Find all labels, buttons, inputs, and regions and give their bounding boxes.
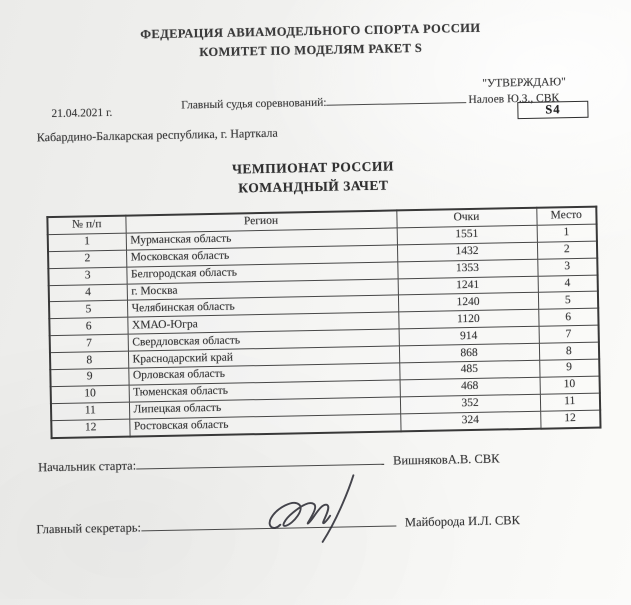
location-label: Кабардино-Балкарская республика, г. Нарткала [36, 125, 278, 145]
results-table-body [48, 224, 601, 438]
row-number: 2 [48, 250, 126, 268]
row-region: Челябинская область [127, 295, 398, 317]
row-number: 8 [50, 351, 128, 369]
start-chief-signature-line [136, 452, 384, 470]
chief-judge-name: Налоев Ю.З., СВК [468, 92, 560, 107]
secretary-label: Главный секретарь: [36, 520, 142, 537]
row-region: Белгородская область [126, 262, 397, 284]
class-code: S4 [545, 102, 561, 117]
row-number: 5 [49, 301, 127, 319]
results-table [46, 206, 601, 439]
row-number: 1 [48, 233, 126, 251]
secretary-name: Майборода И.Л. СВК [404, 513, 521, 530]
row-region: Мурманская область [126, 228, 397, 250]
row-number: 3 [48, 267, 126, 285]
row-number: 4 [49, 284, 127, 302]
start-chief-name: ВишняковА.В. СВК [392, 451, 500, 468]
chief-judge-label: Главный судья соревнований: [181, 96, 327, 112]
row-points: 352 [400, 394, 540, 414]
row-region: Краснодарский край [128, 346, 399, 368]
row-place: 6 [538, 308, 598, 326]
row-number: 6 [49, 317, 127, 335]
row-region: Орловская область [128, 363, 399, 385]
org-title-line2: КОМИТЕТ ПО МОДЕЛЯМ РАКЕТ S [199, 40, 423, 60]
row-region: г. Москва [127, 278, 398, 300]
row-number: 7 [50, 334, 128, 352]
column-header-place: Место [536, 207, 596, 226]
row-points: 1120 [398, 310, 538, 330]
column-header-points: Очки [396, 208, 536, 228]
row-number: 12 [51, 419, 129, 438]
date-label: 21.04.2021 г. [51, 106, 113, 121]
row-region: Московская область [126, 245, 397, 267]
row-place: 4 [538, 275, 598, 293]
row-region: Свердловская область [128, 329, 399, 351]
row-points: 1353 [397, 259, 537, 279]
column-header-num: № п/п [47, 216, 125, 235]
row-points: 1551 [397, 225, 537, 245]
row-region: Липецкая область [129, 397, 400, 419]
class-code-box [517, 101, 588, 119]
org-title-line1: ФЕДЕРАЦИЯ АВИАМОДЕЛЬНОГО СПОРТА РОССИИ [140, 20, 481, 42]
row-place: 5 [538, 292, 598, 310]
row-place: 7 [539, 325, 599, 343]
document-title-line1: ЧЕМПИОНАТ РОССИИ [231, 158, 395, 177]
row-place: 11 [540, 393, 600, 411]
row-place: 9 [539, 359, 599, 377]
row-place: 1 [537, 224, 597, 242]
column-header-region: Регион [125, 210, 396, 233]
row-number: 11 [51, 402, 129, 420]
row-place: 12 [540, 410, 600, 429]
row-points: 914 [399, 326, 539, 346]
row-place: 3 [537, 258, 597, 276]
row-number: 10 [51, 385, 129, 403]
row-place: 2 [537, 241, 597, 259]
row-points: 868 [399, 343, 539, 363]
row-place: 10 [540, 376, 600, 394]
start-chief-label: Начальник старта: [38, 458, 137, 475]
row-points: 1241 [398, 276, 538, 296]
row-region: Тюменская область [129, 380, 400, 402]
document-title-line2: КОМАНДНЫЙ ЗАЧЕТ [238, 177, 389, 196]
row-points: 1432 [397, 242, 537, 262]
row-region: ХМАО-Югра [127, 312, 398, 334]
row-points: 485 [399, 360, 539, 380]
row-region: Ростовская область [129, 414, 400, 437]
row-points: 468 [400, 377, 540, 397]
approve-label: "УТВЕРЖДАЮ" [482, 76, 566, 90]
row-place: 8 [539, 342, 599, 360]
row-points: 1240 [398, 293, 538, 313]
signature [261, 469, 377, 547]
row-points: 324 [400, 411, 540, 431]
row-number: 9 [50, 368, 128, 386]
signature-line [326, 90, 466, 106]
